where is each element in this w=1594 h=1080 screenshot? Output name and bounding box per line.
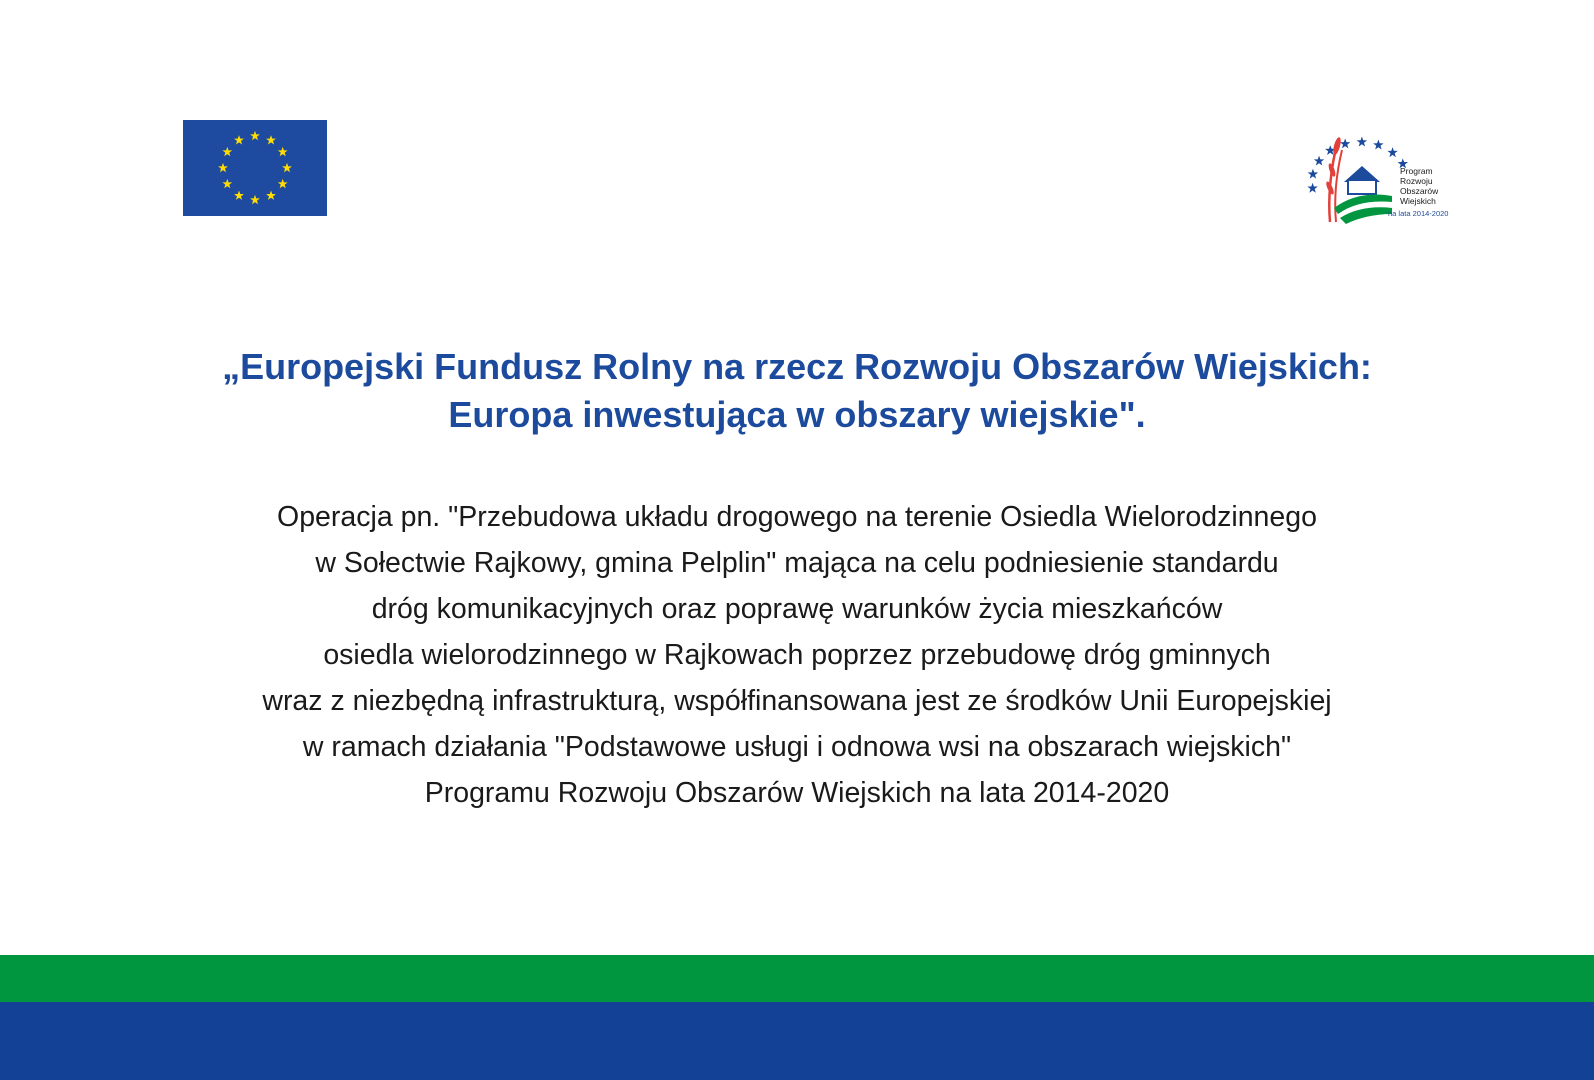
operation-description [0,494,1594,816]
heading-line: Europa inwestująca w obszary wiejskie". [448,394,1146,435]
description-line: Operacja pn. "Przebudowa układu drogowego na terenie Osiedla Wielorodzinnego [277,501,1317,533]
prow-logo-text: Obszarów [1400,186,1439,196]
page-title [0,343,1594,439]
prow-logo-text: na lata 2014-2020 [1388,209,1449,218]
fields-icon [1334,195,1392,225]
footer-stripe-blue [0,1002,1594,1080]
prow-logo [1300,130,1470,230]
prow-star-icon [1387,147,1397,157]
description-line: wraz z niezbędną infrastrukturą, współfinansowana jest ze środków Unii Europejskiej [262,685,1332,717]
prow-star-icon [1373,140,1383,150]
prow-star-icon [1340,138,1350,148]
prow-logo-text: Wiejskich [1400,196,1436,206]
prow-logo-text: Program [1400,166,1433,176]
prow-star-icon [1314,156,1324,166]
footer-stripe-green [0,955,1594,1002]
description-line: Programu Rozwoju Obszarów Wiejskich na lata 2014-2020 [424,777,1170,809]
prow-star-icon [1357,137,1367,147]
prow-star-icon [1307,183,1317,193]
description-line: osiedla wielorodzinnego w Rajkowach poprzez przebudowę dróg gminnych [323,639,1271,671]
description-line: w ramach działania "Podstawowe usługi i odnowa wsi na obszarach wiejskich" [302,731,1292,763]
description-line: w Sołectwie Rajkowy, gmina Pelplin" mająca na celu podniesienie standardu [315,547,1279,579]
house-icon [1344,166,1380,194]
eu-flag-icon [183,120,327,216]
heading-line: „Europejski Fundusz Rolny na rzecz Rozwoju Obszarów Wiejskich: [222,346,1372,387]
prow-star-icon [1308,169,1318,179]
description-line: dróg komunikacyjnych oraz poprawę warunków życia mieszkańców [371,593,1223,625]
prow-logo-text: Rozwoju [1400,176,1433,186]
